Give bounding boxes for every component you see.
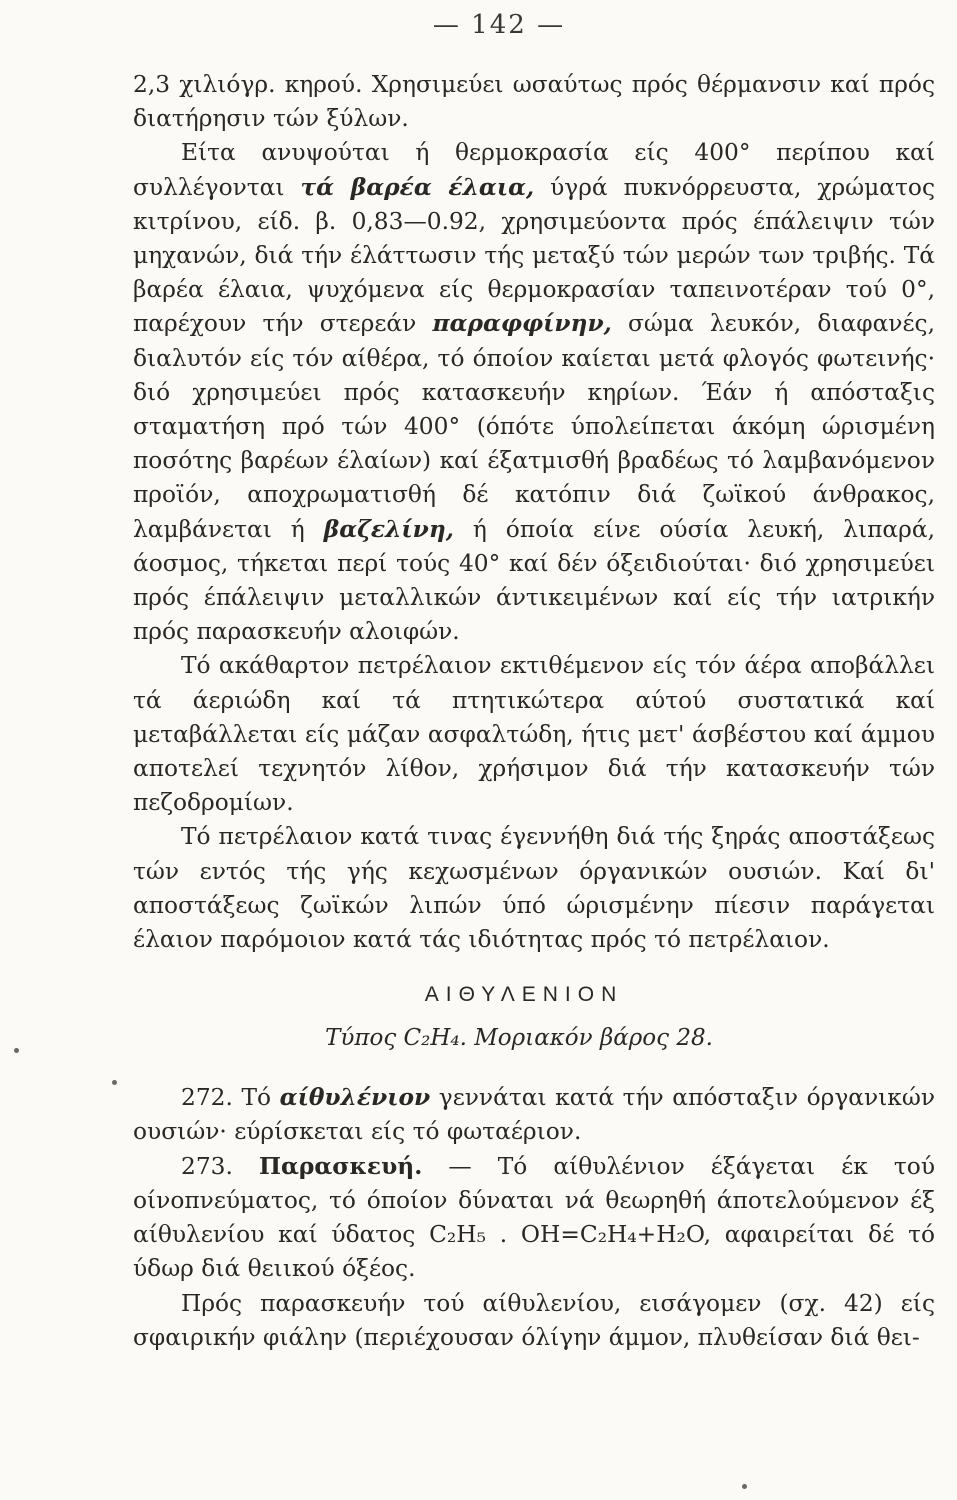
paragraph-273 [133, 1150, 935, 1287]
paragraph-text: — Τό αίθυλένιον έξάγεται έκ τού οίνοπνεύματος, τό όποίον δύναται νά θεωρηθή άποτελούμενον έξ αίθυλενίου καί ύδατος C₂H₅ . OH=C₂H₄+H₂O, αφαιρείται δέ τό ύδωρ διά θειικού όξέος. [133, 1152, 935, 1283]
paragraph-text: γεννάται κατά τήν απόσταξιν όργανικών ουσιών· εύρίσκεται είς τό φωταέριον. [133, 1084, 935, 1146]
paragraph-text: ή όποία είνε ούσία λευκή, λιπαρά, άοσμος, τήκεται περί τούς 40° καί δέν όξειδιούται· διό χρησιμεύει πρός έπάλειψιν μεταλλικών άντικειμένων καί είς τήν ιατρικήν πρός παρασκευήν αλοιφών. [133, 515, 935, 646]
term-vaseline: βαζελίνη, [323, 515, 454, 543]
paragraph-preparation-procedure: Πρός παρασκευήν τού αίθυλενίου, εισάγομεν (σχ. 42) είς σφαιρικήν φιάλην (περιέχουσαν όλίγην άμμον, πλυθείσαν διά θει- [133, 1289, 935, 1351]
term-paraffin: παραφφίνην, [432, 310, 612, 338]
term-ethylene: αίθυλένιον [279, 1084, 431, 1112]
paragraph-wax-usage: 2,3 χιλιόγρ. κηρού. Χρησιμεύει ωσαύτως πρός θέρμανσιν καί πρός διατήρησιν τών ξύλων. [133, 71, 935, 133]
paragraph-petroleum-origin: Τό πετρέλαιον κατά τινας έγεννήθη διά τής ξηράς αποστάξεως τών εντός τής γής κεχωσμένων όργανικών ουσιών. Καί δι' αποστάξεως ζωϊκών λιπών ύπό ώρισμένην πίεσιν παράγεται έλαιον παρόμοιον κατά τάς ιδιότητας πρός τό πετρέλαιον. [133, 823, 935, 954]
paragraph-text: σώμα λευκόν, διαφανές, διαλυτόν είς τόν αίθέρα, τό όποίον καίεται μετά φλογός φωτεινής· διό χρησιμεύει πρός κατασκευήν κηρίων. Έάν ή απόσταξις σταματήση πρό τών 400° (όπότε ύπολείπεται άκόμη ώρισμένη ποσότης βαρέων έλαίων) καί έξατμισθή βραδέως τό λαμβανόμενον προϊόν, αποχρωματισθή δέ κατόπιν διά ζωϊκού άνθρακος, λαμβάνεται ή [133, 310, 935, 543]
term-heavy-oils: τά βαρέα έλαια, [300, 173, 535, 201]
margin-dot [14, 1048, 19, 1053]
paragraph-text: ύγρά πυκνόρρευστα, χρώματος κιτρίνου, είδ. β. 0,83—0.92, χρησιμεύοντα πρός έπάλειψιν τών μηχανών, διά τήν έλάττωσιν τής μεταξύ τών μερών των τριβής. Τά βαρέα έλαια, ψυχόμενα είς θερμοκρασίαν ταπεινοτέραν τού 0°, παρέχουν τήν στερεάν [133, 173, 935, 338]
margin-dot [742, 1484, 747, 1489]
formula-line: Τύπος C₂H₄. Μοριακόν βάρος 28. [325, 1025, 713, 1052]
paragraph-272 [133, 1081, 935, 1149]
margin-dot [112, 1080, 117, 1085]
paragraph-heavy-oils [133, 136, 935, 649]
paragraph-crude-petroleum: Τό ακάθαρτον πετρέλαιον εκτιθέμενον είς τόν άέρα αποβάλλει τά άεριώδη καί τά πτητικώτερα αύτού συστατικά καί μεταβάλλεται είς μάζαν ασφαλτώδη, ήτις μετ' άσβέστου καί άμμου αποτελεί τεχνητόν λίθον, χρήσιμον διά τήν κατασκευήν τών πεζοδρομίων. [133, 652, 935, 817]
section-number: 272. [181, 1084, 233, 1112]
term-preparation: Παρασκευή. [258, 1152, 423, 1180]
page-number: — 142 — [432, 10, 566, 40]
paragraph-text: Είτα ανυψούται ή θερμοκρασία είς 400° περίπου καί συλλέγονται [133, 139, 935, 201]
paragraph-text: Τό [232, 1084, 280, 1112]
section-heading-ethylene: ΑΙΘΥΛΕΝΙΟΝ [424, 983, 624, 1007]
section-number: 273. [181, 1152, 233, 1180]
